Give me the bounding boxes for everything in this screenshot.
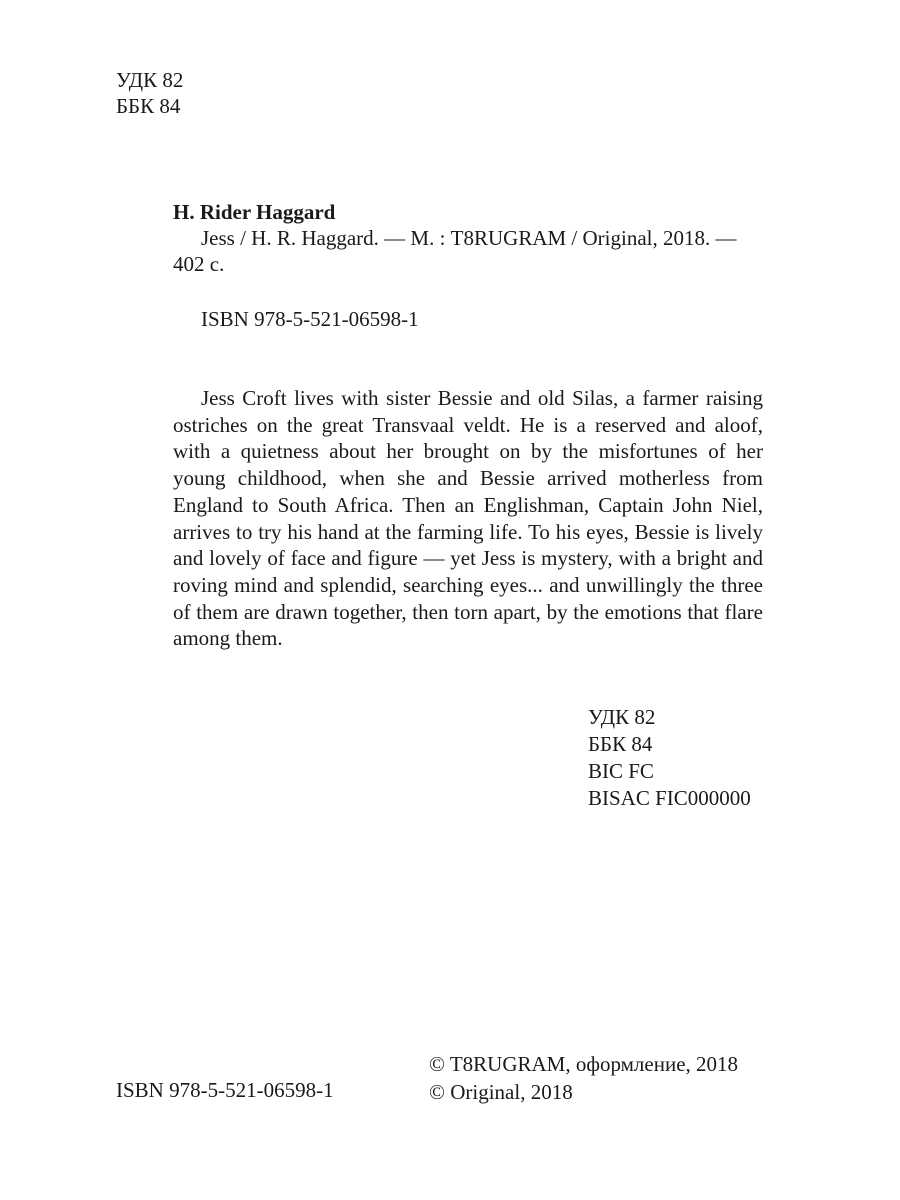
copyright-original: © Original, 2018 bbox=[429, 1080, 573, 1104]
udk-code-right: УДК 82 bbox=[588, 705, 656, 729]
isbn-number: ISBN 978-5-521-06598-1 bbox=[201, 307, 419, 331]
copyright-block bbox=[429, 1050, 738, 1106]
annotation-text: Jess Croft lives with sister Bessie and old Silas, a farmer raising ostriches on the great Transvaal veldt. He is a reserved and aloof, with a quietness about her brought on by the misfortunes of her young childhood, when she and Bessie arrived motherless from England to South Africa. Then an Englishman, Captain John Niel, arrives to try his hand at the farming life. To his eyes, Bessie is lively and lovely of face and figure — yet Jess is mystery, with a bright and roving mind and splendid, searching eyes... and unwillingly the three of them are drawn together, then torn apart, by the emotions that flare among them. bbox=[173, 386, 763, 651]
catalog-isbn bbox=[201, 306, 419, 332]
right-classification-codes bbox=[588, 704, 751, 812]
bic-code: BIC FC bbox=[588, 759, 654, 783]
annotation bbox=[173, 385, 763, 652]
bottom-isbn bbox=[116, 1077, 334, 1103]
page-count: 402 с. bbox=[173, 252, 225, 276]
bisac-code: BISAC FIC000000 bbox=[588, 786, 751, 810]
isbn-number-bottom: ISBN 978-5-521-06598-1 bbox=[116, 1078, 334, 1102]
author-name: H. Rider Haggard bbox=[173, 200, 336, 224]
bbk-code: ББК 84 bbox=[116, 94, 181, 118]
bibliographic-description: Jess / H. R. Haggard. — М. : T8RUGRAM / Original, 2018. — bbox=[201, 226, 737, 250]
catalog-entry bbox=[173, 199, 763, 277]
copyright-design: © T8RUGRAM, оформление, 2018 bbox=[429, 1052, 739, 1076]
udk-code: УДК 82 bbox=[116, 68, 184, 92]
bbk-code-right: ББК 84 bbox=[588, 732, 653, 756]
top-classification-codes bbox=[116, 67, 183, 119]
